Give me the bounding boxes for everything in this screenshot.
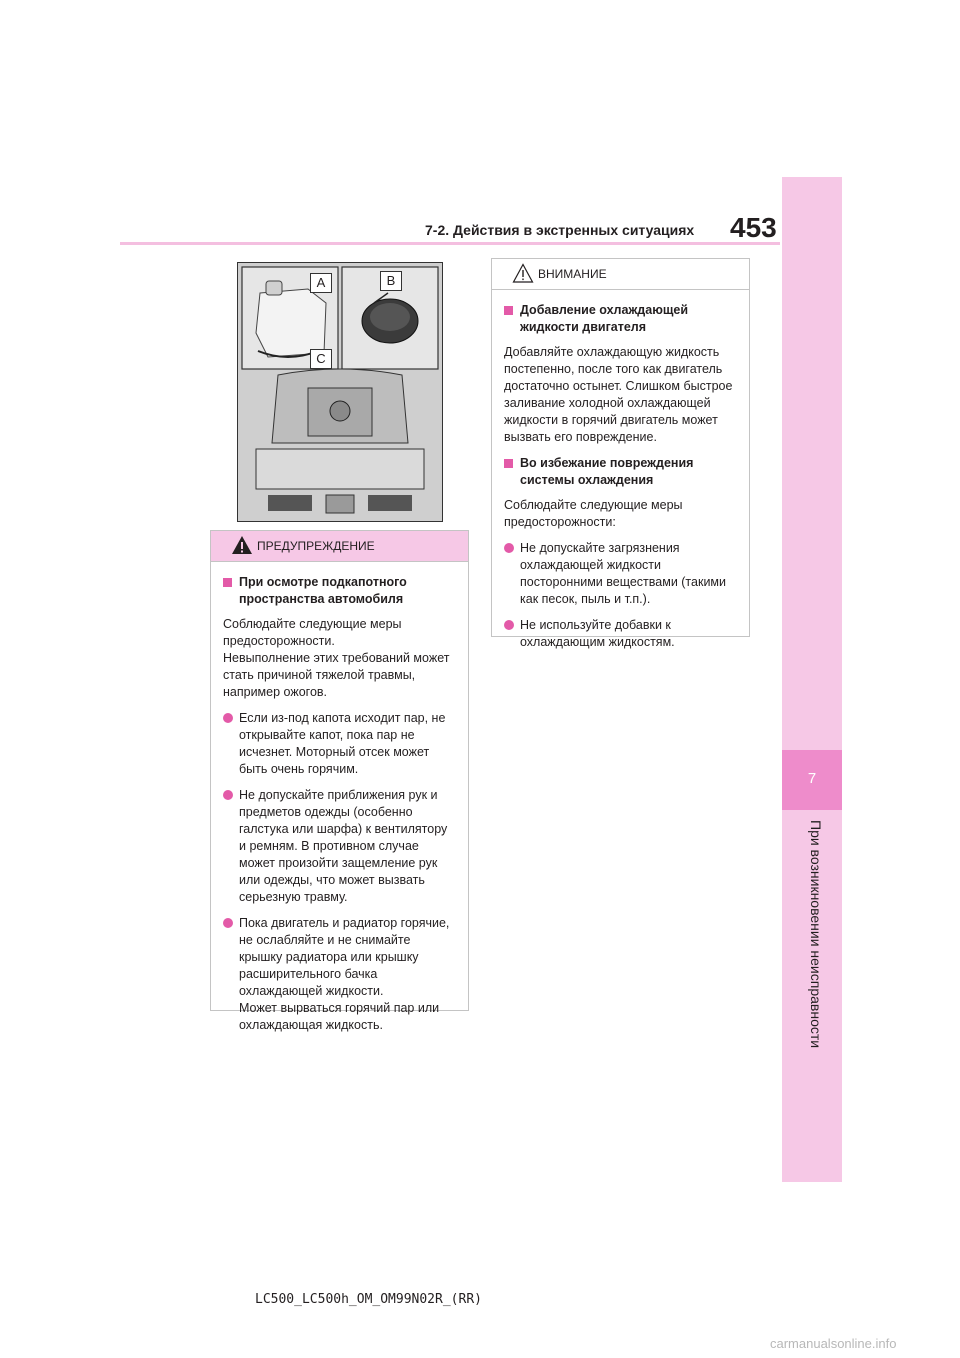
section-title: 7-2. Действия в экстренных ситуациях <box>425 222 695 238</box>
caution-title: ВНИМАНИЕ <box>538 267 607 281</box>
square-bullet-icon <box>504 459 513 468</box>
caution-bullet-text: Не допускайте загрязнения охлаждающей жидкости посторонними веществами (такими как песок, пыль и т.п.). <box>520 541 726 606</box>
caution-subtitle-2: Во избежание повреждения системы охлаждения <box>520 456 694 487</box>
engine-compartment-figure <box>237 262 443 522</box>
caution-subtitle-1: Добавление охлаждающей жидкости двигателя <box>520 303 689 334</box>
caution-subtitle-row <box>504 302 737 336</box>
caution-triangle-icon <box>512 263 534 283</box>
warning-subtitle-row <box>223 574 456 608</box>
caution-bullet <box>504 617 737 651</box>
engine-illustration <box>238 263 442 521</box>
warning-bullet-text: Если из-под капота исходит пар, не открывайте капот, пока пар не исчезнет. Моторный отсек может быть очень горячим. <box>239 711 446 776</box>
warning-bullet <box>223 710 456 778</box>
square-bullet-icon <box>504 306 513 315</box>
header-rule <box>120 242 780 245</box>
round-bullet-icon <box>504 620 514 630</box>
warning-box <box>210 530 469 1032</box>
chapter-number: 7 <box>807 770 817 787</box>
round-bullet-icon <box>504 543 514 553</box>
caution-header <box>492 259 749 290</box>
warning-triangle-icon <box>231 535 253 555</box>
warning-intro: Соблюдайте следующие меры предосторожности. Невыполнение этих требований может стать причиной тяжелой травмы, например ожогов. <box>223 617 450 699</box>
watermark: carmanualsonline.info <box>770 1336 897 1351</box>
warning-bullet <box>223 915 456 1034</box>
caution-subtitle-row <box>504 455 737 489</box>
figure-label-c: C <box>310 349 332 369</box>
caution-bullet-text: Не используйте добавки к охлаждающим жидкостям. <box>520 618 675 649</box>
caution-text-2: Соблюдайте следующие меры предосторожности: <box>504 498 683 529</box>
round-bullet-icon <box>223 918 233 928</box>
round-bullet-icon <box>223 790 233 800</box>
warning-bullet-text: Пока двигатель и радиатор горячие, не ослабляйте и не снимайте крышку радиатора или крышку расширительного бачка охлаждающей жидкости. Может вырваться горячий пар или охлаждающая жидкость. <box>239 916 450 1032</box>
figure-label-a: A <box>310 273 332 293</box>
chapter-title: При возникновении неисправности <box>808 820 824 1049</box>
caution-text-1: Добавляйте охлаждающую жидкость постепенно, после того как двигатель достаточно остынет. Слишком быстрое заливание холодной охлаждающей жидкости в горячий двигатель может вызвать его повреждение. <box>504 345 733 444</box>
warning-bullet <box>223 787 456 906</box>
page-number: 453 <box>730 212 777 243</box>
caution-box <box>491 258 750 649</box>
footer-code: LC500_LC500h_OM_OM99N02R_(RR) <box>255 1292 482 1307</box>
figure-label-b: B <box>380 271 402 291</box>
square-bullet-icon <box>223 578 232 587</box>
caution-bullet <box>504 540 737 608</box>
warning-title: ПРЕДУПРЕЖДЕНИЕ <box>257 539 375 553</box>
warning-bullet-text: Не допускайте приближения рук и предметов одежды (особенно галстука или шарфа) к вентилятору и ремням. В противном случае может произойти защемление рук или одежды, что может вызвать серьезную травму. <box>239 788 448 904</box>
warning-subtitle: При осмотре подкапотного пространства автомобиля <box>239 575 407 606</box>
round-bullet-icon <box>223 713 233 723</box>
warning-header <box>211 531 468 562</box>
